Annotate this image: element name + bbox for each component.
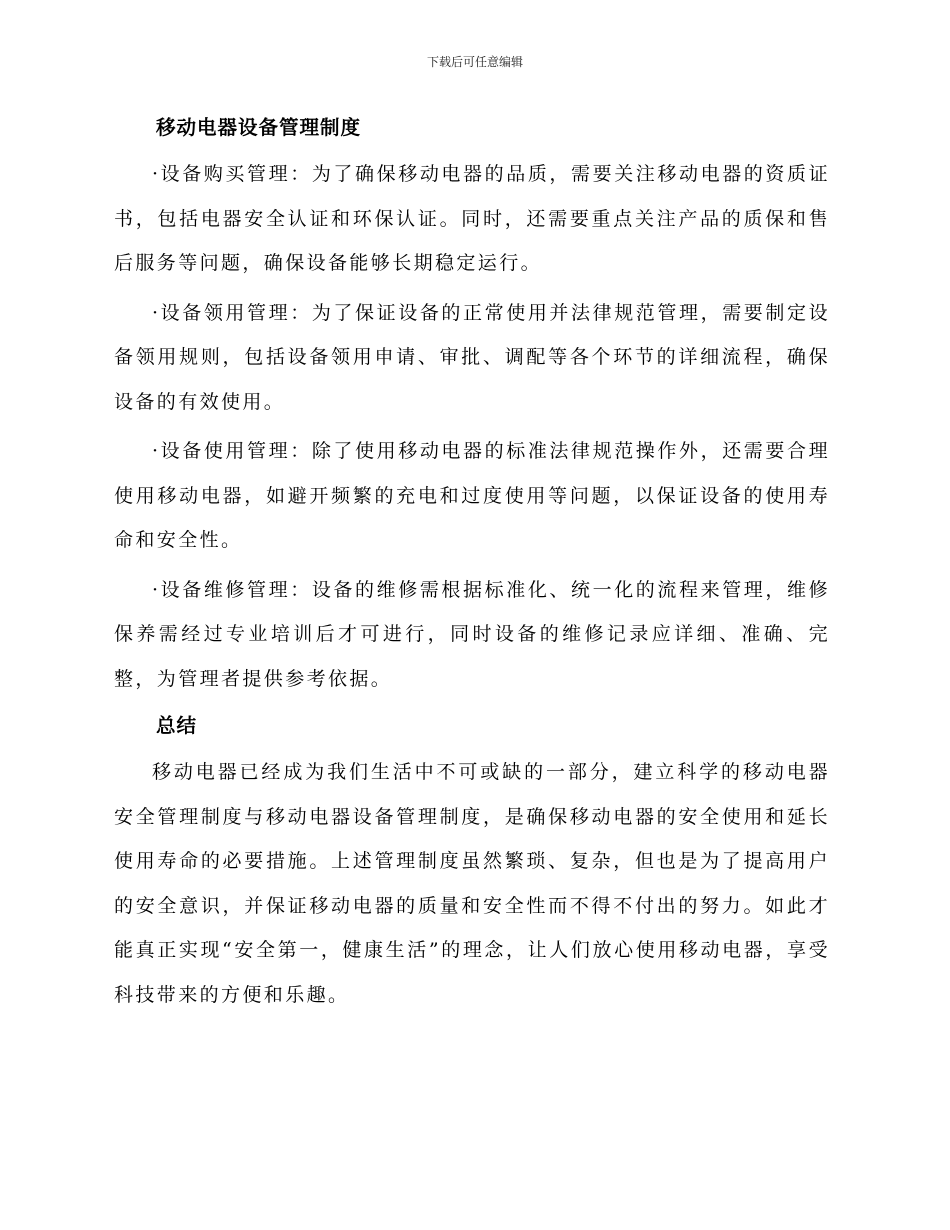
summary-heading: 总结 xyxy=(156,714,198,737)
header-note: 下载后可任意编辑 xyxy=(426,55,523,69)
paragraph-equipment-usage: ·设备使用管理：除了使用移动电器的标准法律规范操作外，还需要合理使用移动电器，如避开频繁的充电和过度使用等问题，以保证设备的使用寿命和安全性。 xyxy=(114,440,830,551)
paragraph-equipment-requisition: ·设备领用管理：为了保证设备的正常使用并法律规范管理，需要制定设备领用规则，包括设备领用申请、审批、调配等各个环节的详细流程，确保设备的有效使用。 xyxy=(114,301,830,413)
paragraph-equipment-purchase: ·设备购买管理：为了确保移动电器的品质，需要关注移动电器的资质证书，包括电器安全认证和环保认证。同时，还需要重点关注产品的质保和售后服务等问题，确保设备能够长期稳定运行。 xyxy=(114,163,830,274)
paragraph-equipment-maintenance: ·设备维修管理：设备的维修需根据标准化、统一化的流程来管理，维修保养需经过专业培训后才可进行，同时设备的维修记录应详细、准确、完整，为管理者提供参考依据。 xyxy=(114,578,830,690)
document-body xyxy=(114,108,830,1022)
section-heading: 移动电器设备管理制度 xyxy=(156,116,362,139)
summary-paragraph: 移动电器已经成为我们生活中不可或缺的一部分，建立科学的移动电器安全管理制度与移动电器设备管理制度，是确保移动电器的安全使用和延长使用寿命的必要措施。上述管理制度虽然繁琐、复杂，但也是为了提高用户的安全意识，并保证移动电器的质量和安全性而不得不付出的努力。如此才能真正实现“安全第一，健康生活”的理念，让人们放心使用移动电器，享受科技带来的方便和乐趣。 xyxy=(114,761,830,1006)
